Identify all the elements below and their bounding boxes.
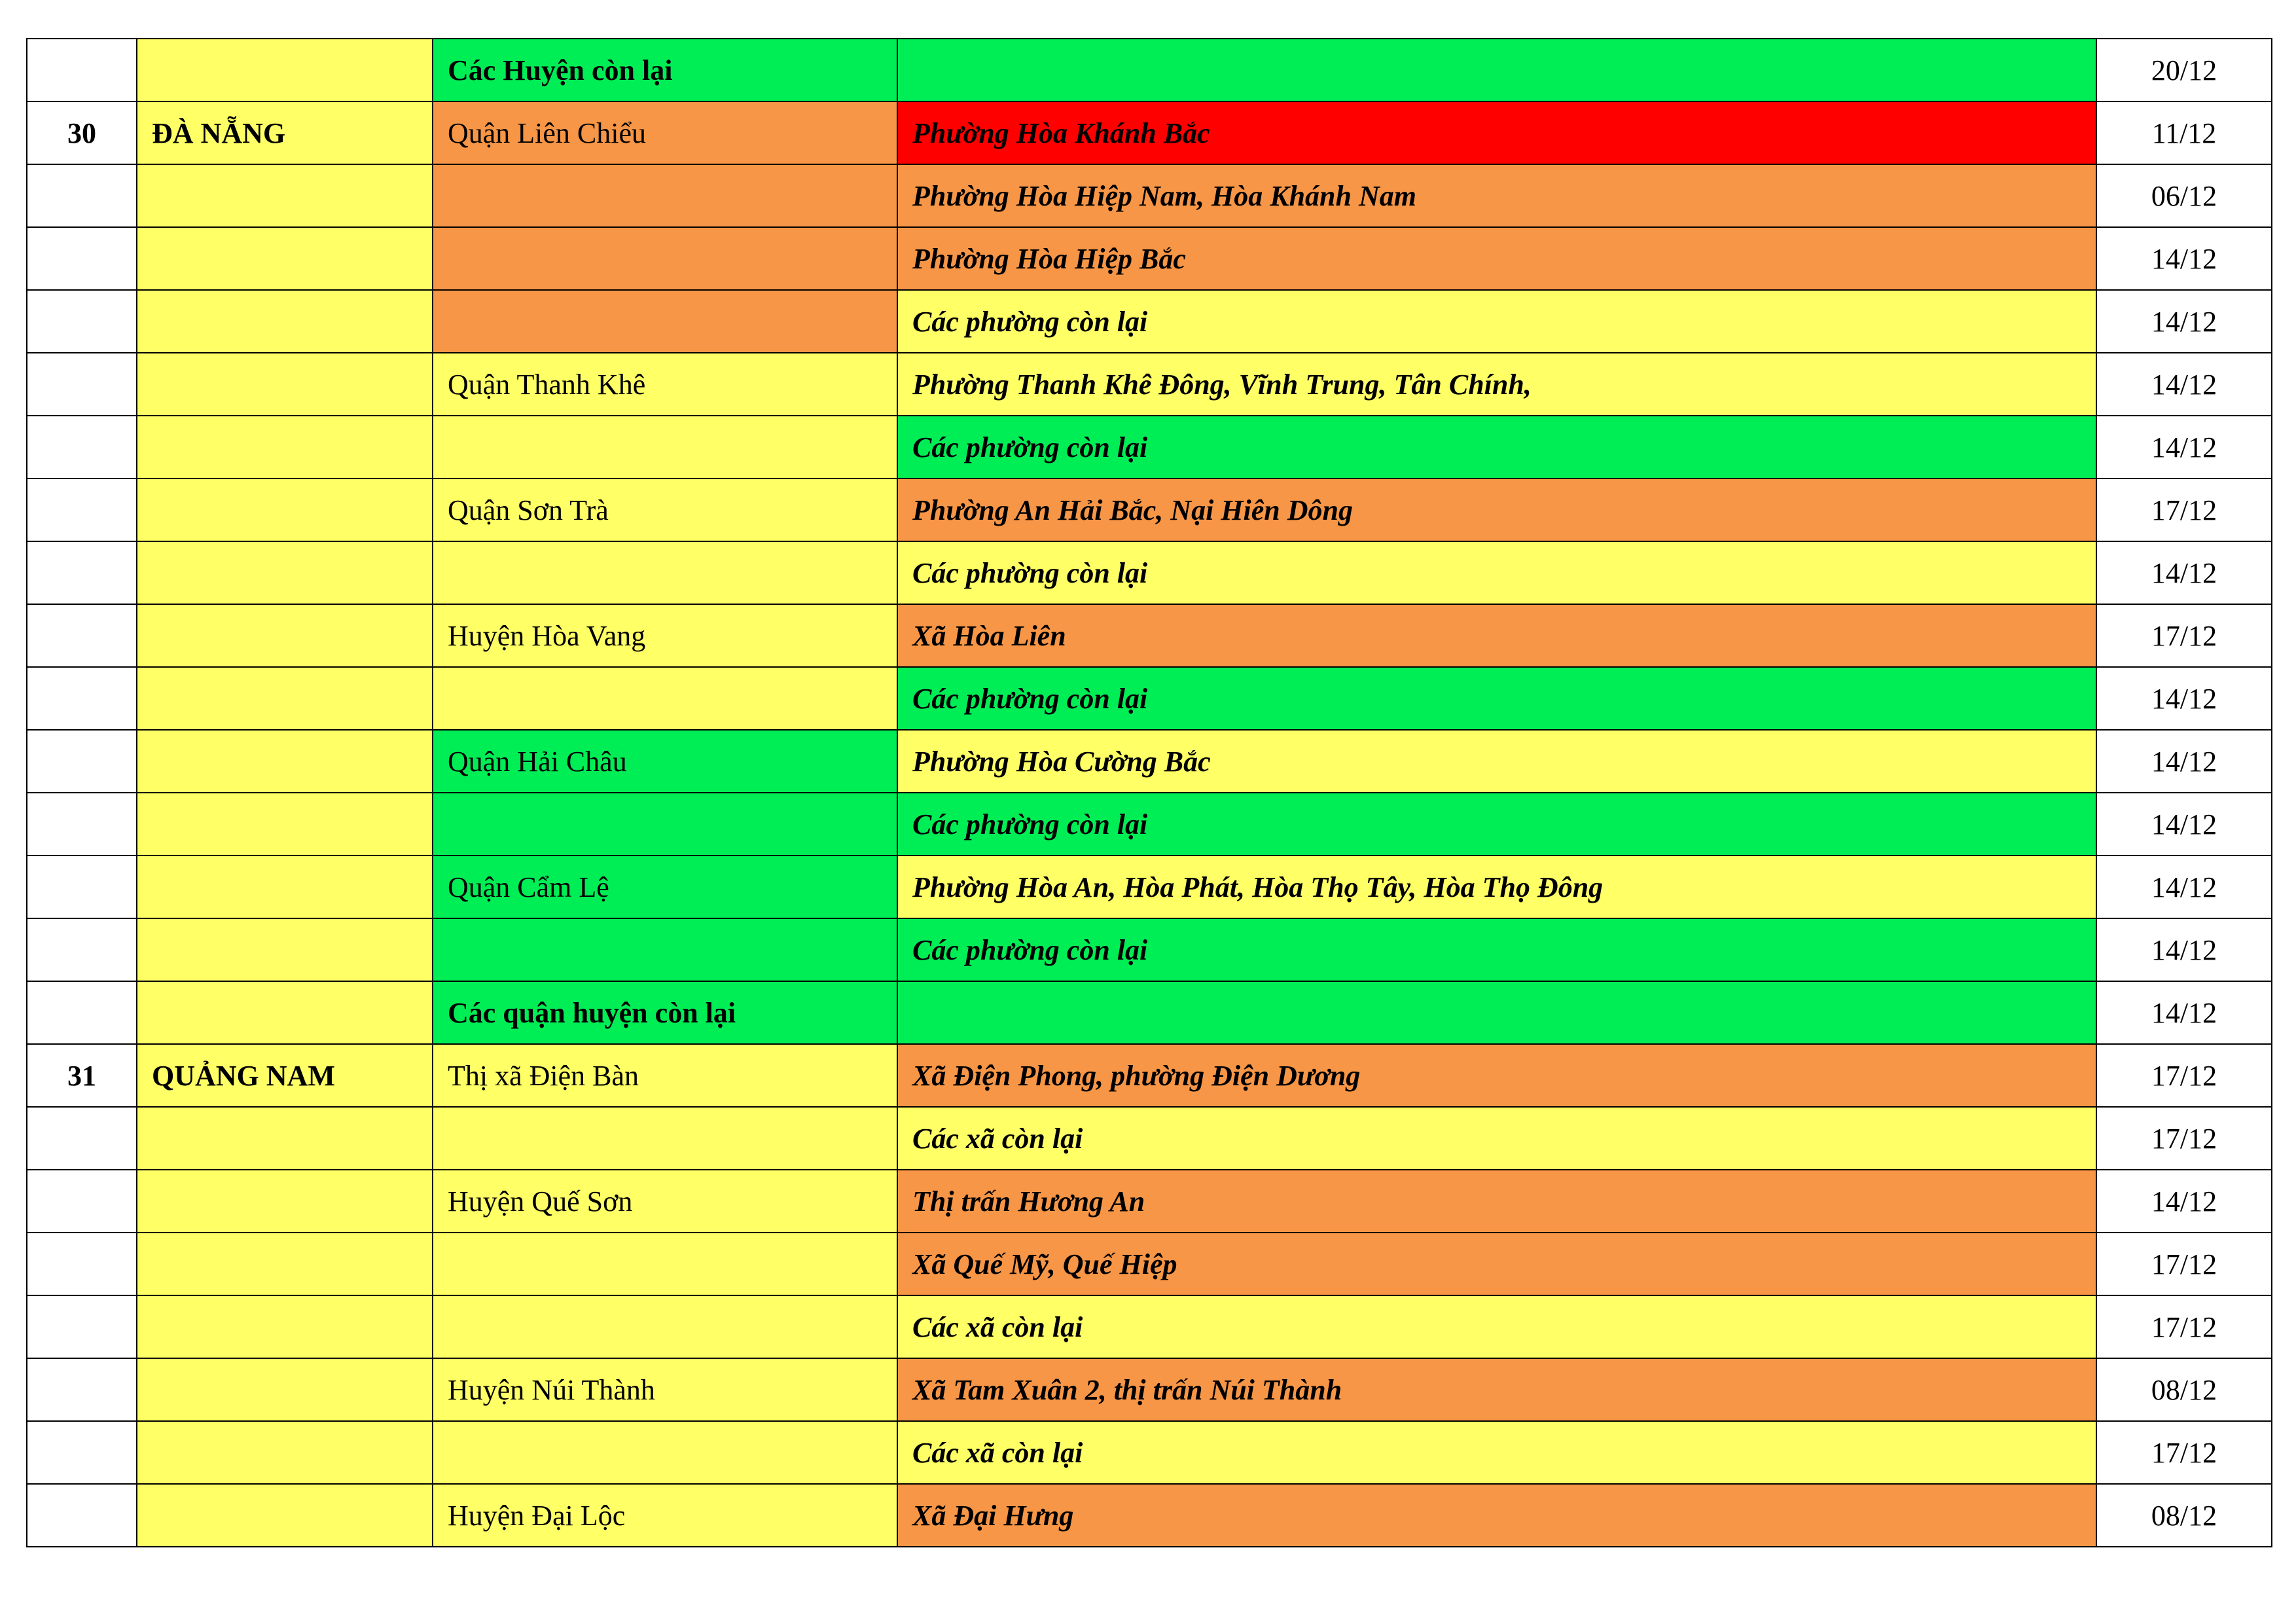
ward-cell: Các phường còn lại <box>897 416 2096 478</box>
district-cell: Huyện Quế Sơn <box>433 1170 897 1233</box>
row-number-cell <box>27 918 137 981</box>
table-row <box>27 353 2272 416</box>
table-row <box>27 793 2272 856</box>
ward-cell: Các phường còn lại <box>897 918 2096 981</box>
ward-cell: Xã Quế Mỹ, Quế Hiệp <box>897 1233 2096 1295</box>
district-cell <box>433 1233 897 1295</box>
province-cell <box>137 604 433 667</box>
district-cell <box>433 227 897 290</box>
district-cell <box>433 793 897 856</box>
province-cell <box>137 478 433 541</box>
date-cell: 14/12 <box>2096 981 2272 1044</box>
province-cell <box>137 981 433 1044</box>
ward-cell: Phường Hòa Khánh Bắc <box>897 101 2096 164</box>
table-row <box>27 604 2272 667</box>
province-cell <box>137 416 433 478</box>
row-number-cell <box>27 1170 137 1233</box>
table-row <box>27 39 2272 101</box>
row-number-cell <box>27 478 137 541</box>
row-number-cell <box>27 667 137 730</box>
covid-level-table <box>26 38 2272 1547</box>
province-cell <box>137 856 433 918</box>
date-cell: 11/12 <box>2096 101 2272 164</box>
date-cell: 20/12 <box>2096 39 2272 101</box>
ward-cell: Xã Đại Hưng <box>897 1484 2096 1547</box>
table-row <box>27 730 2272 793</box>
row-number-cell <box>27 39 137 101</box>
district-cell: Quận Thanh Khê <box>433 353 897 416</box>
date-cell: 14/12 <box>2096 667 2272 730</box>
district-cell: Quận Liên Chiểu <box>433 101 897 164</box>
province-cell: ĐÀ NẴNG <box>137 101 433 164</box>
date-cell: 14/12 <box>2096 353 2272 416</box>
row-number-cell <box>27 793 137 856</box>
district-cell: Quận Cẩm Lệ <box>433 856 897 918</box>
table-row <box>27 541 2272 604</box>
table-row <box>27 1295 2272 1358</box>
district-cell <box>433 1295 897 1358</box>
date-cell: 14/12 <box>2096 416 2272 478</box>
row-number-cell <box>27 227 137 290</box>
table-row <box>27 478 2272 541</box>
table-row <box>27 416 2272 478</box>
ward-cell: Các xã còn lại <box>897 1107 2096 1170</box>
row-number-cell <box>27 604 137 667</box>
province-cell: QUẢNG NAM <box>137 1044 433 1107</box>
date-cell: 17/12 <box>2096 1233 2272 1295</box>
ward-cell: Phường Hòa Hiệp Nam, Hòa Khánh Nam <box>897 164 2096 227</box>
date-cell: 14/12 <box>2096 730 2272 793</box>
row-number-cell <box>27 1295 137 1358</box>
date-cell: 17/12 <box>2096 604 2272 667</box>
ward-cell: Các phường còn lại <box>897 290 2096 353</box>
table-row <box>27 981 2272 1044</box>
row-number-cell <box>27 1358 137 1421</box>
row-number-cell <box>27 541 137 604</box>
ward-cell: Phường Hòa An, Hòa Phát, Hòa Thọ Tây, Hòa Thọ Đông <box>897 856 2096 918</box>
district-cell <box>433 541 897 604</box>
date-cell: 17/12 <box>2096 478 2272 541</box>
table-row <box>27 1233 2272 1295</box>
province-cell <box>137 39 433 101</box>
district-cell <box>433 667 897 730</box>
row-number-cell: 31 <box>27 1044 137 1107</box>
row-number-cell <box>27 730 137 793</box>
province-cell <box>137 1233 433 1295</box>
date-cell: 14/12 <box>2096 290 2272 353</box>
ward-cell: Các xã còn lại <box>897 1421 2096 1484</box>
district-cell <box>433 416 897 478</box>
ward-cell <box>897 39 2096 101</box>
district-cell: Các Huyện còn lại <box>433 39 897 101</box>
date-cell: 17/12 <box>2096 1107 2272 1170</box>
row-number-cell <box>27 416 137 478</box>
date-cell: 14/12 <box>2096 541 2272 604</box>
ward-cell: Xã Điện Phong, phường Điện Dương <box>897 1044 2096 1107</box>
date-cell: 08/12 <box>2096 1484 2272 1547</box>
district-cell: Các quận huyện còn lại <box>433 981 897 1044</box>
province-cell <box>137 1295 433 1358</box>
district-cell: Huyện Hòa Vang <box>433 604 897 667</box>
district-cell: Quận Sơn Trà <box>433 478 897 541</box>
table-row <box>27 1358 2272 1421</box>
province-cell <box>137 730 433 793</box>
province-cell <box>137 667 433 730</box>
table-row <box>27 667 2272 730</box>
table-row <box>27 1044 2272 1107</box>
date-cell: 14/12 <box>2096 856 2272 918</box>
ward-cell: Các xã còn lại <box>897 1295 2096 1358</box>
table-row <box>27 1484 2272 1547</box>
date-cell: 08/12 <box>2096 1358 2272 1421</box>
province-cell <box>137 290 433 353</box>
date-cell: 14/12 <box>2096 1170 2272 1233</box>
ward-cell: Các phường còn lại <box>897 793 2096 856</box>
row-number-cell <box>27 1233 137 1295</box>
province-cell <box>137 1170 433 1233</box>
district-cell <box>433 918 897 981</box>
province-cell <box>137 918 433 981</box>
table-row <box>27 1421 2272 1484</box>
province-cell <box>137 227 433 290</box>
ward-cell: Thị trấn Hương An <box>897 1170 2096 1233</box>
table-body <box>27 39 2272 1547</box>
row-number-cell <box>27 856 137 918</box>
date-cell: 17/12 <box>2096 1295 2272 1358</box>
row-number-cell <box>27 290 137 353</box>
province-cell <box>137 541 433 604</box>
province-cell <box>137 1358 433 1421</box>
district-cell <box>433 164 897 227</box>
district-cell <box>433 1421 897 1484</box>
district-cell <box>433 1107 897 1170</box>
table-row <box>27 164 2272 227</box>
table-row <box>27 918 2272 981</box>
ward-cell: Các phường còn lại <box>897 541 2096 604</box>
province-cell <box>137 1421 433 1484</box>
province-cell <box>137 1484 433 1547</box>
district-cell: Huyện Đại Lộc <box>433 1484 897 1547</box>
ward-cell: Phường Thanh Khê Đông, Vĩnh Trung, Tân Chính, <box>897 353 2096 416</box>
province-cell <box>137 1107 433 1170</box>
date-cell: 14/12 <box>2096 227 2272 290</box>
ward-cell: Phường An Hải Bắc, Nại Hiên Dông <box>897 478 2096 541</box>
date-cell: 17/12 <box>2096 1044 2272 1107</box>
ward-cell: Xã Tam Xuân 2, thị trấn Núi Thành <box>897 1358 2096 1421</box>
province-cell <box>137 793 433 856</box>
ward-cell: Phường Hòa Cường Bắc <box>897 730 2096 793</box>
row-number-cell <box>27 1107 137 1170</box>
row-number-cell <box>27 164 137 227</box>
row-number-cell <box>27 1484 137 1547</box>
district-cell: Huyện Núi Thành <box>433 1358 897 1421</box>
date-cell: 06/12 <box>2096 164 2272 227</box>
table-row <box>27 290 2272 353</box>
table-row <box>27 227 2272 290</box>
row-number-cell <box>27 1421 137 1484</box>
province-cell <box>137 353 433 416</box>
table-row <box>27 1170 2272 1233</box>
table-row <box>27 1107 2272 1170</box>
district-cell: Thị xã Điện Bàn <box>433 1044 897 1107</box>
date-cell: 17/12 <box>2096 1421 2272 1484</box>
district-cell <box>433 290 897 353</box>
ward-cell: Xã Hòa Liên <box>897 604 2096 667</box>
ward-cell <box>897 981 2096 1044</box>
row-number-cell: 30 <box>27 101 137 164</box>
table-row <box>27 856 2272 918</box>
table-row <box>27 101 2272 164</box>
district-cell: Quận Hải Châu <box>433 730 897 793</box>
ward-cell: Các phường còn lại <box>897 667 2096 730</box>
ward-cell: Phường Hòa Hiệp Bắc <box>897 227 2096 290</box>
date-cell: 14/12 <box>2096 918 2272 981</box>
row-number-cell <box>27 981 137 1044</box>
date-cell: 14/12 <box>2096 793 2272 856</box>
province-cell <box>137 164 433 227</box>
row-number-cell <box>27 353 137 416</box>
